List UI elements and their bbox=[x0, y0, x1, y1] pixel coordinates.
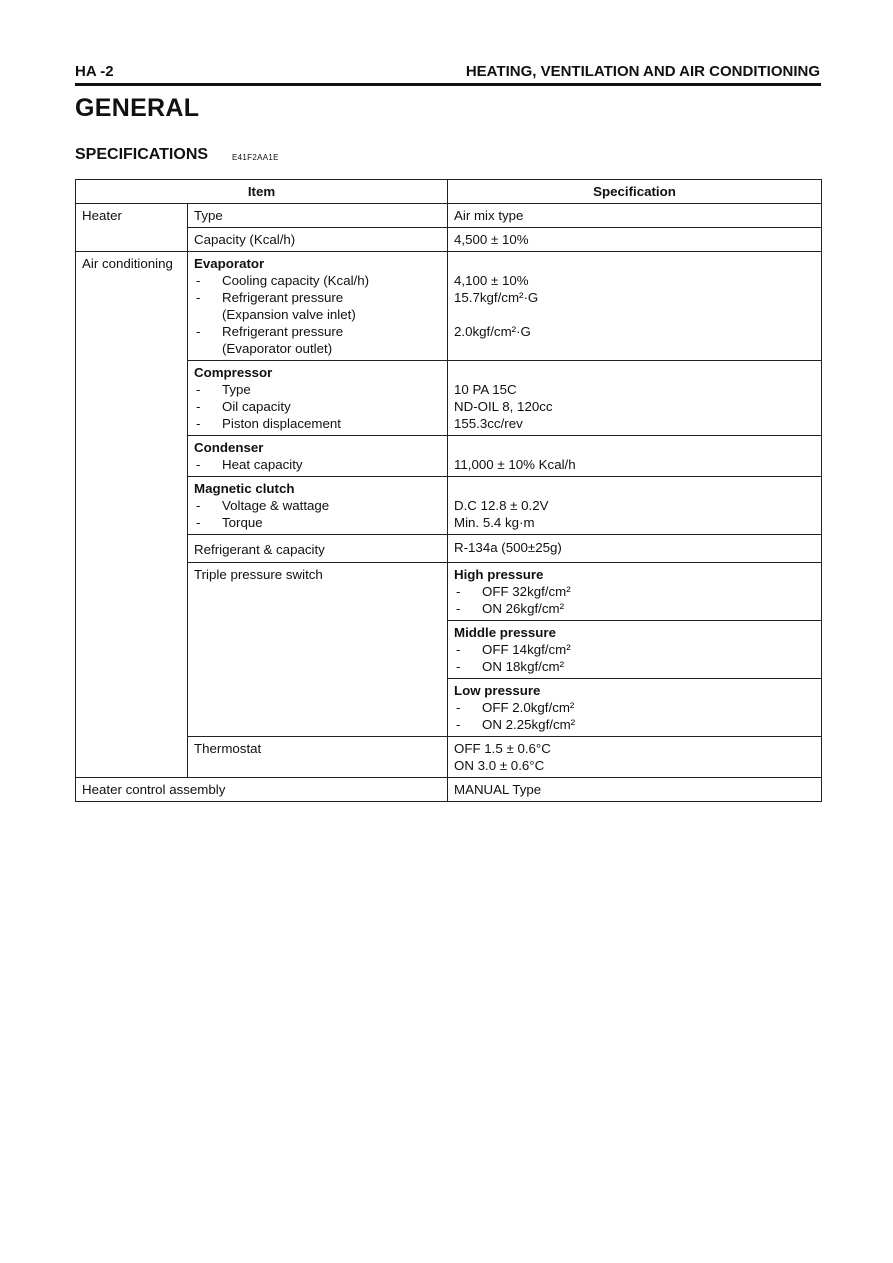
compressor-values bbox=[448, 361, 822, 436]
control-assembly-value: MANUAL Type bbox=[448, 778, 822, 802]
clutch-values bbox=[448, 477, 822, 535]
clutch-heading: Magnetic clutch bbox=[194, 481, 295, 496]
triple-switch-low bbox=[448, 679, 822, 737]
clutch-torque-label: - Torque bbox=[194, 514, 441, 531]
low-pressure-heading: Low pressure bbox=[454, 683, 541, 698]
condenser-values bbox=[448, 436, 822, 477]
table-row bbox=[76, 563, 822, 621]
compressor-oil-label: - Oil capacity bbox=[194, 398, 441, 415]
page-code: HA -2 bbox=[75, 63, 114, 80]
specifications-table bbox=[75, 179, 822, 802]
low-pressure-on: - ON 2.25kgf/cm² bbox=[454, 716, 815, 733]
low-pressure-off: - OFF 2.0kgf/cm² bbox=[454, 699, 815, 716]
high-pressure-off: - OFF 32kgf/cm² bbox=[454, 583, 815, 600]
condenser-items bbox=[188, 436, 448, 477]
heater-type-value: Air mix type bbox=[448, 204, 822, 228]
document-code: E41F2AA1E bbox=[232, 153, 279, 162]
compressor-type-value: 10 PA 15C bbox=[454, 382, 517, 397]
compressor-type-label: - Type bbox=[194, 381, 441, 398]
heater-type-label: Type bbox=[188, 204, 448, 228]
high-pressure-heading: High pressure bbox=[454, 567, 544, 582]
triple-switch-middle bbox=[448, 621, 822, 679]
column-header-item: Item bbox=[76, 180, 448, 204]
group-heater: Heater bbox=[76, 204, 188, 252]
heater-capacity-label: Capacity (Kcal/h) bbox=[188, 228, 448, 252]
table-row bbox=[76, 778, 822, 802]
table-row bbox=[76, 535, 822, 563]
control-assembly-label: Heater control assembly bbox=[76, 778, 448, 802]
thermostat-values bbox=[448, 737, 822, 778]
heater-capacity-value: 4,500 ± 10% bbox=[448, 228, 822, 252]
evaporator-cooling-label: - Cooling capacity (Kcal/h) bbox=[194, 272, 441, 289]
clutch-voltage-label: - Voltage & wattage bbox=[194, 497, 441, 514]
compressor-oil-value: ND-OIL 8, 120cc bbox=[454, 399, 553, 414]
thermostat-on-value: ON 3.0 ± 0.6°C bbox=[454, 758, 545, 773]
evaporator-pressure-outlet-label: - Refrigerant pressure bbox=[194, 323, 441, 340]
compressor-piston-value: 155.3cc/rev bbox=[454, 416, 523, 431]
evaporator-pressure-inlet-value: 15.7kgf/cm²·G bbox=[454, 290, 539, 305]
table-row bbox=[76, 477, 822, 535]
page-title: GENERAL bbox=[75, 94, 200, 122]
refrigerant-value: R-134a (500±25g) bbox=[448, 535, 822, 563]
condenser-heat-value: 11,000 ± 10% Kcal/h bbox=[454, 457, 576, 472]
header-rule bbox=[75, 83, 821, 86]
column-header-specification: Specification bbox=[448, 180, 822, 204]
section-subtitle: SPECIFICATIONS bbox=[75, 146, 209, 163]
table-row bbox=[76, 252, 822, 361]
group-air-conditioning: Air conditioning bbox=[76, 252, 188, 778]
table-header-row bbox=[76, 180, 822, 204]
thermostat-off-value: OFF 1.5 ± 0.6°C bbox=[454, 741, 551, 756]
section-title: HEATING, VENTILATION AND AIR CONDITIONING bbox=[465, 63, 820, 80]
triple-switch-label: Triple pressure switch bbox=[188, 563, 448, 737]
clutch-torque-value: Min. 5.4 kg·m bbox=[454, 515, 535, 530]
evaporator-heading: Evaporator bbox=[194, 256, 265, 271]
evaporator-pressure-outlet-value: 2.0kgf/cm²·G bbox=[454, 324, 531, 339]
middle-pressure-on: - ON 18kgf/cm² bbox=[454, 658, 815, 675]
refrigerant-label: Refrigerant & capacity bbox=[188, 535, 448, 563]
table-row bbox=[76, 228, 822, 252]
compressor-items bbox=[188, 361, 448, 436]
middle-pressure-off: - OFF 14kgf/cm² bbox=[454, 641, 815, 658]
compressor-piston-label: - Piston displacement bbox=[194, 415, 441, 432]
evaporator-cooling-value: 4,100 ± 10% bbox=[454, 273, 529, 288]
clutch-voltage-value: D.C 12.8 ± 0.2V bbox=[454, 498, 549, 513]
table-row bbox=[76, 737, 822, 778]
evaporator-pressure-inlet-label: - Refrigerant pressure bbox=[194, 289, 441, 306]
table-row bbox=[76, 436, 822, 477]
table-row bbox=[76, 361, 822, 436]
evaporator-values bbox=[448, 252, 822, 361]
table-row bbox=[76, 204, 822, 228]
high-pressure-on: - ON 26kgf/cm² bbox=[454, 600, 815, 617]
condenser-heat-label: - Heat capacity bbox=[194, 456, 441, 473]
thermostat-label: Thermostat bbox=[188, 737, 448, 778]
evaporator-items bbox=[188, 252, 448, 361]
evaporator-pressure-outlet-sub: (Evaporator outlet) bbox=[222, 341, 333, 356]
compressor-heading: Compressor bbox=[194, 365, 273, 380]
clutch-items bbox=[188, 477, 448, 535]
middle-pressure-heading: Middle pressure bbox=[454, 625, 556, 640]
condenser-heading: Condenser bbox=[194, 440, 264, 455]
evaporator-pressure-inlet-sub: (Expansion valve inlet) bbox=[222, 307, 356, 322]
triple-switch-high bbox=[448, 563, 822, 621]
